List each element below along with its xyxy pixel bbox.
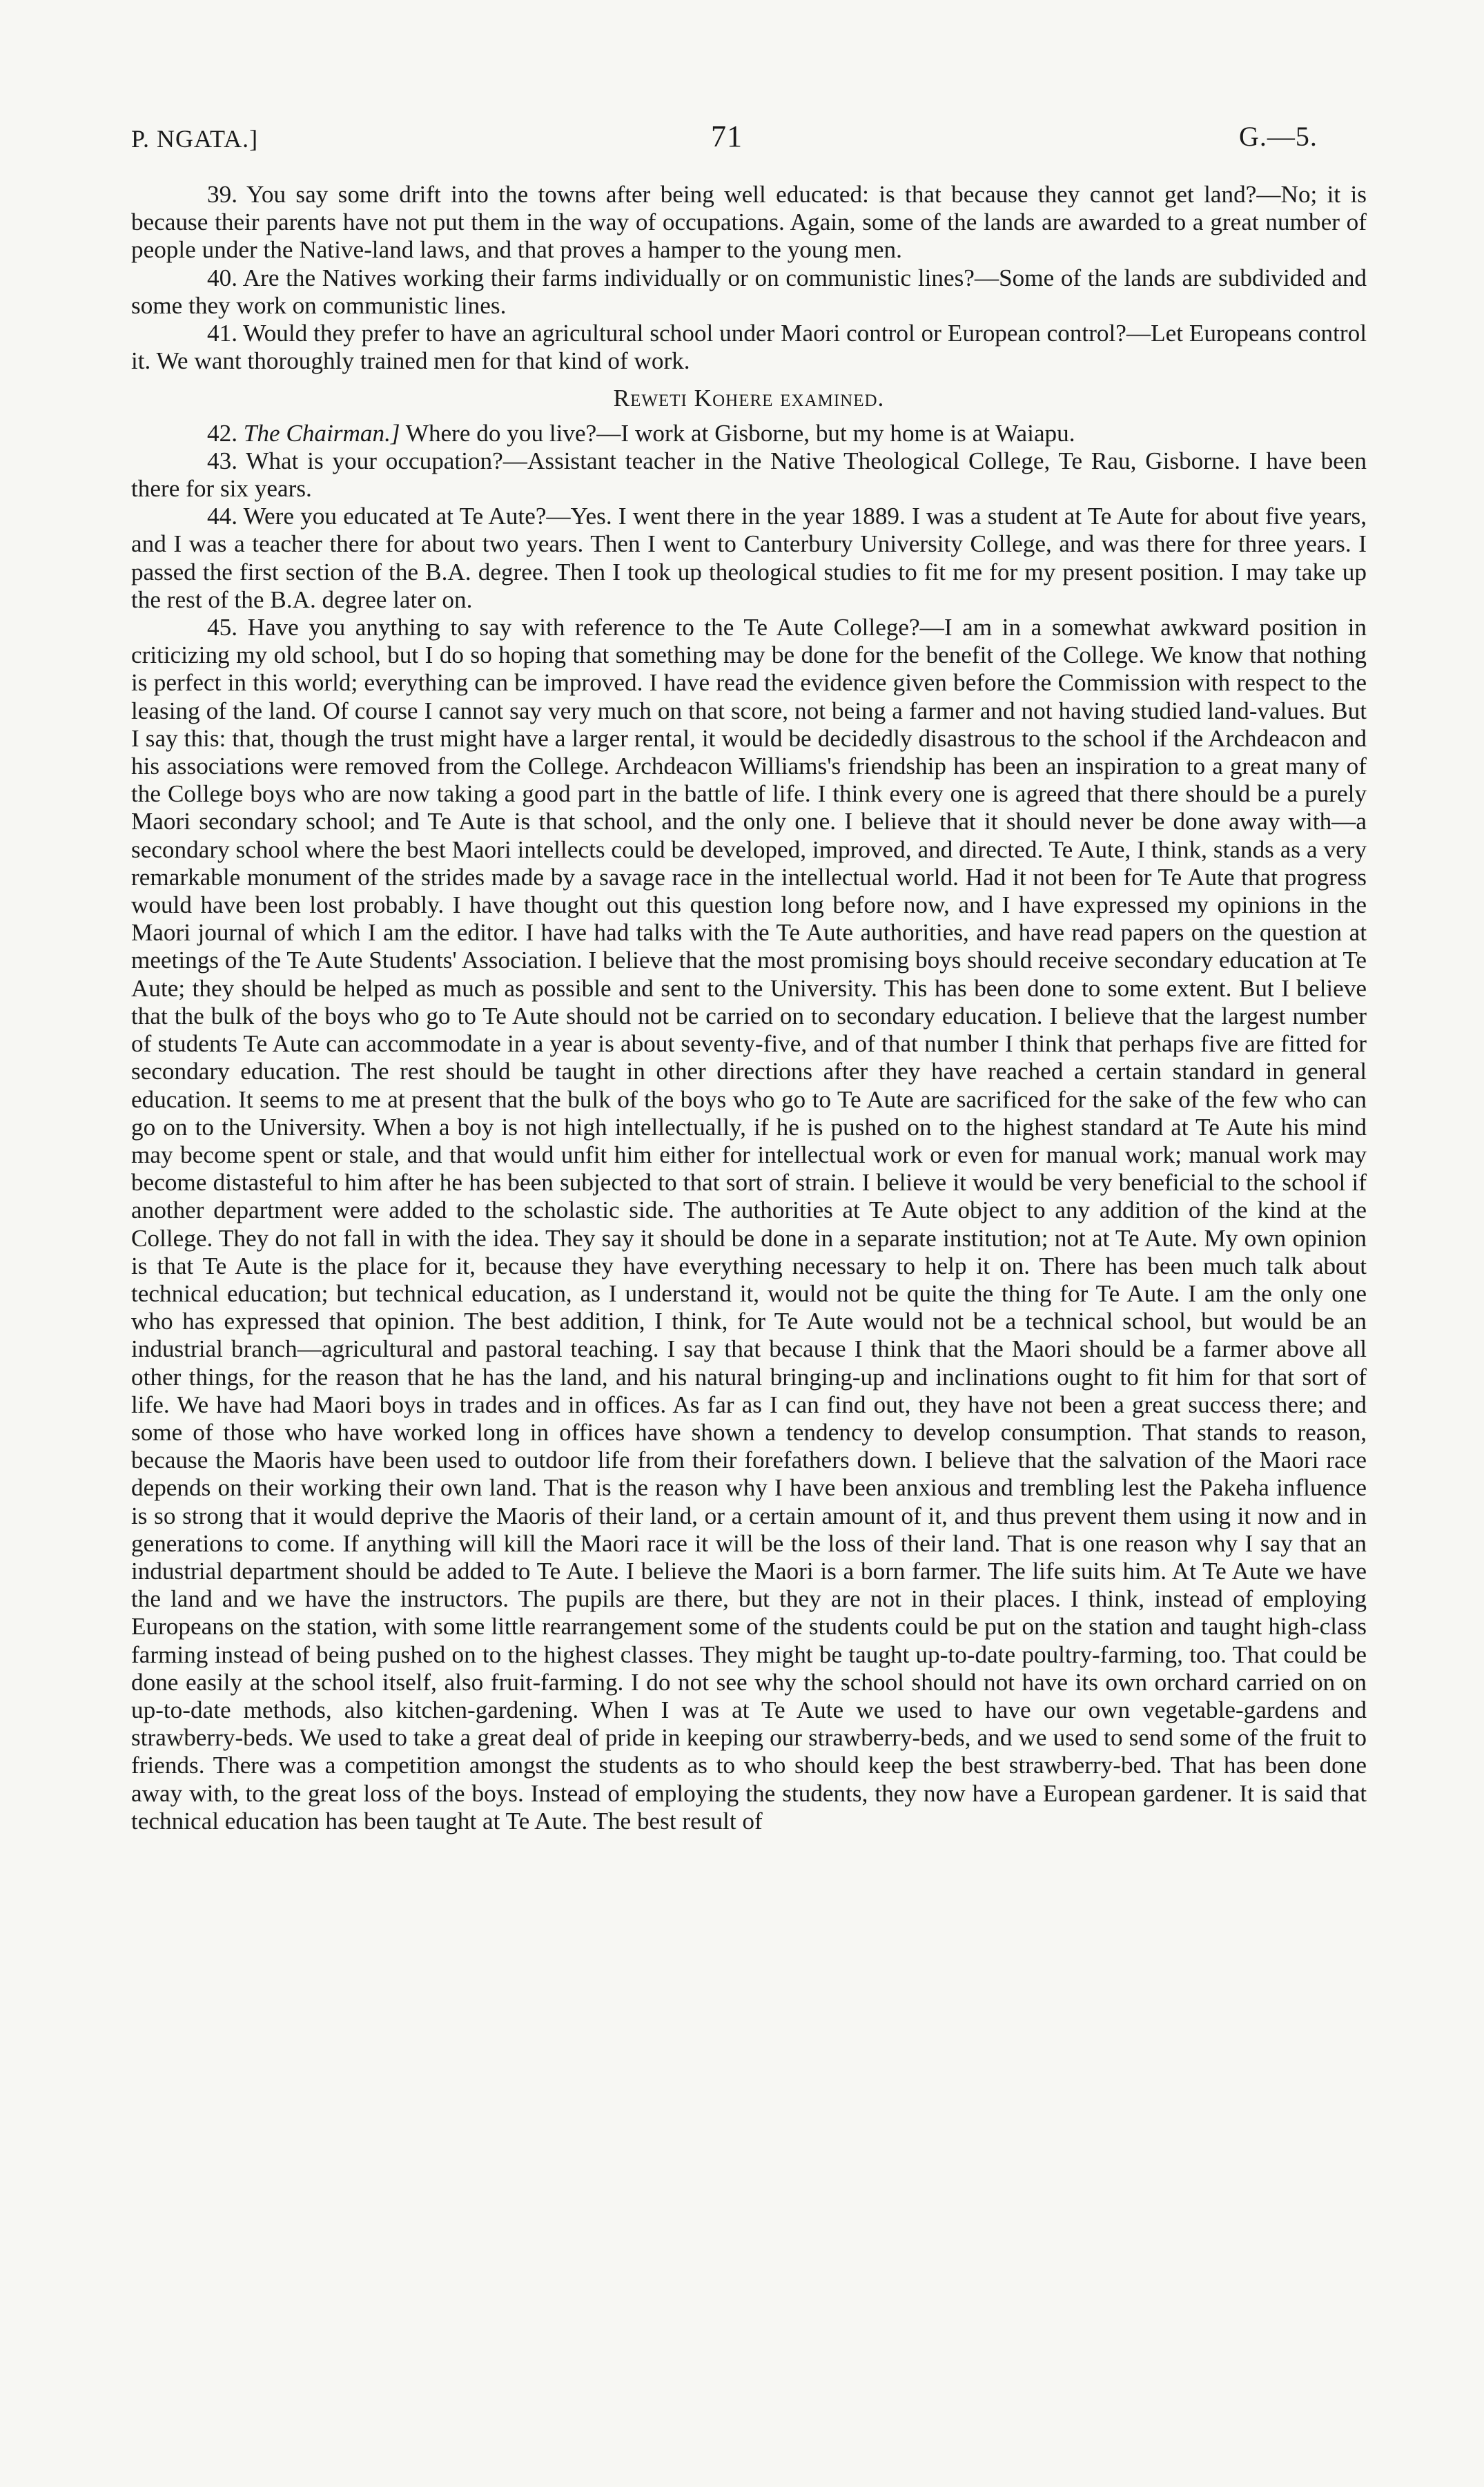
section-heading: Reweti Kohere examined. bbox=[613, 385, 885, 412]
document-body bbox=[131, 181, 1367, 1835]
header-left: P. NGATA.] bbox=[131, 125, 259, 153]
header-right: G.—5. bbox=[1239, 121, 1318, 152]
paragraph-42: 42. The Chairman.] Where do you live?—I work at Gisborne, but my home is at Waiapu. bbox=[207, 419, 1075, 447]
paragraph-43: 43. What is your occupation?—Assistant teacher in the Native Theological College, Te Rau, Gisborne. I have been there for six years. bbox=[131, 447, 1367, 503]
paragraph-42-text: Where do you live?—I work at Gisborne, but my home is at Waiapu. bbox=[400, 419, 1075, 447]
paragraph-40: 40. Are the Natives working their farms individually or on communistic lines?—Some of the lands are subdivided and some they work on communistic lines. bbox=[131, 264, 1367, 319]
page-number: 71 bbox=[711, 119, 743, 153]
paragraph-44: 44. Were you educated at Te Aute?—Yes. I went there in the year 1889. I was a student at Te Aute for about five years, and I was a teacher there for about two years. Then I went to Canterbury University College, and was there for three years. I passed the first section of the B.A. degree. Then I took up theological studies to fit me for my present position. I may take up the rest of the B.A. degree later on. bbox=[131, 503, 1367, 613]
paragraph-41: 41. Would they prefer to have an agricultural school under Maori control or European control?—Let Europeans control it. We want thoroughly trained men for that kind of work. bbox=[131, 320, 1367, 375]
paragraph-39: 39. You say some drift into the towns after being well educated: is that because they cannot get land?—No; it is because their parents have not put them in the way of occupations. Again, some of the lands are awarded to a great number of people under the Native-land laws, and that proves a hamper to the young men. bbox=[131, 181, 1367, 264]
paragraph-45: 45. Have you anything to say with reference to the Te Aute College?—I am in a somewhat awkward position in criticizing my old school, but I do so hoping that something may be done for the benefit of the College. We know that nothing is perfect in this world; everything can be improved. I have read the evidence given before the Commission with respect to the leasing of the land. Of course I cannot say very much on that score, not being a farmer and not having studied land-values. But I say this: that, though the trust might have a larger rental, it would be decidedly disastrous to the school if the Archdeacon and his associations were removed from the College. Archdeacon Williams's friendship has been an inspiration to a great many of the College boys who are now taking a good part in the battle of life. I think every one is agreed that there should be a purely Maori secondary school; and Te Aute is that school, and the only one. I believe that it should never be done away with—a secondary school where the best Maori intellects could be developed, improved, and directed. Te Aute, I think, stands as a very remarkable monument of the strides made by a savage race in the intellectual world. Had it not been for Te Aute that progress would have been lost probably. I have thought out this question long before now, and I have expressed my opinions in the Maori journal of which I am the editor. I have had talks with the Te Aute authorities, and have read papers on the question at meetings of the Te Aute Students' Association. I believe that the most promising boys should receive secondary education at Te Aute; they should be helped as much as possible and sent to the University. This has been done to some extent. But I believe that the bulk of the boys who go to Te Aute should not be carried on to secondary education. I believe that the largest number of students Te Aute can accommodate in a year is about seventy-five, and of that number I think that perhaps five are fitted for secondary education. The rest should be taught in other directions after they have reached a certain standard in general education. It seems to me at present that the bulk of the boys who go to Te Aute are sacrificed for the sake of the few who can go on to the University. When a boy is not high intellectually, if he is pushed on to the highest standard at Te Aute his mind may become spent or stale, and that would unfit him either for intellectual work or even for manual work; manual work may become distasteful to him after he has been subjected to that sort of strain. I believe it would be very beneficial to the school if another department were added to the scholastic side. The authorities at Te Aute object to any addition of the kind at the College. They do not fall in with the idea. They say it should be done in a separate institution; not at Te Aute. My own opinion is that Te Aute is the place for it, because they have everything necessary to help it on. There has been much talk about technical education; but technical education, as I understand it, would not be quite the thing for Te Aute. I am the only one who has expressed that opinion. The best addition, I think, for Te Aute would not be a technical school, but would be an industrial branch—agricultural and pastoral teaching. I say that because I think that the Maori should be a farmer above all other things, for the reason that he has the land, and his natural bringing-up and inclinations ought to fit him for that sort of life. We have had Maori boys in trades and in offices. As far as I can find out, they have not been a great success there; and some of those who have worked long in offices have shown a tendency to develop consumption. That stands to reason, because the Maoris have been used to outdoor life from their forefathers down. I believe that the salvation of the Maori race depends on their working their own land. That is the reason why I have been anxious and trembling lest the Pakeha influence is so strong that it would deprive the Maoris of their land, or a certain amount of it, and thus prevent them using it now and in generations to come. If anything will kill the Maori race it will be the loss of their land. That is one reason why I say that an industrial department should be added to Te Aute. I believe the Maori is a born farmer. The life suits him. At Te Aute we have the land and we have the instructors. The pupils are there, but they are not in their places. I think, instead of employing Europeans on the station, with some little rearrangement some of the students could be put on the station and taught high-class farming instead of being pushed on to the highest classes. They might be taught up-to-date poultry-farming, too. That could be done easily at the school itself, also fruit-farming. I do not see why the school should not have its own orchard carried on on up-to-date methods, also kitchen-gardening. When I was at Te Aute we used to have our own vegetable-gardens and strawberry-beds. We used to take a great deal of pride in keeping our strawberry-beds, and we used to send some of the fruit to friends. There was a competition amongst the students as to who should keep the best strawberry-bed. That has been done away with, to the great loss of the boys. Instead of employing the students, they now have a European gardener. It is said that technical education has been taught at Te Aute. The best result of bbox=[131, 614, 1367, 1835]
speaker-label: The Chairman.] bbox=[243, 419, 400, 447]
